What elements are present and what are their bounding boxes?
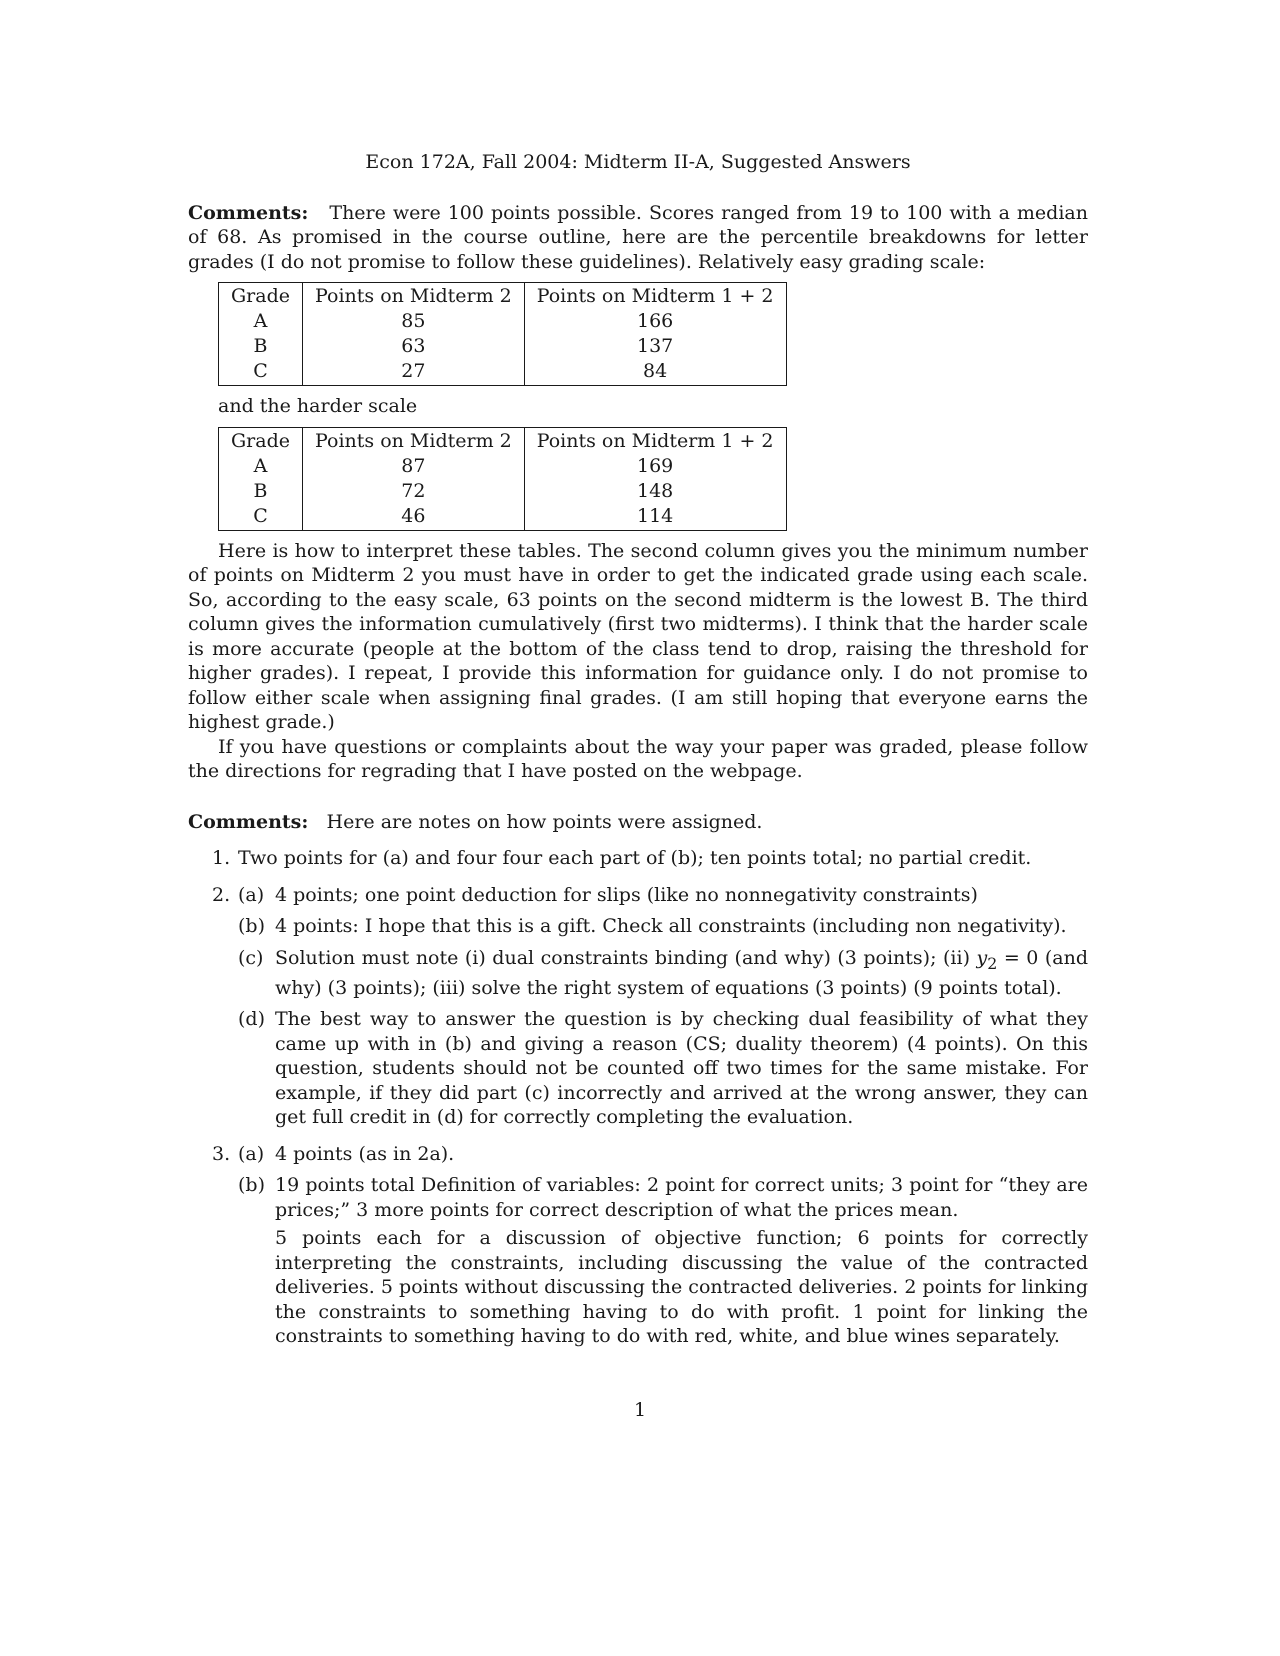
table-header: Grade [219,283,303,310]
table-cell: 169 [524,454,786,479]
sub-item [238,946,1088,1001]
table-cell: B [219,479,303,504]
sub-item [238,1173,1088,1349]
list-item-q1 [188,846,1088,871]
sub-item-text: 4 points: I hope that this is a gift. Check all constraints (including non negativity). [275,915,1067,937]
harder-scale-caption: and the harder scale [218,395,418,417]
item-number: 3. [212,1142,231,1165]
table-header: Points on Midterm 2 [303,427,525,454]
table-row [219,309,787,334]
table-row [219,479,787,504]
intro-label: Comments: [188,201,309,224]
table-cell: C [219,359,303,386]
sub-item [238,914,1088,939]
table-cell: 166 [524,309,786,334]
list-item-q3 [188,1142,1088,1349]
item-number: 1. [212,847,231,869]
math-subscript: 2 [987,953,998,973]
table-header-row [219,427,787,454]
sub-item-label: (d) [238,1008,265,1031]
intro-paragraph [188,201,1088,275]
table-cell: 137 [524,334,786,359]
sub-list [238,883,1088,1130]
table-cell: A [219,454,303,479]
sub-list [238,1142,1088,1349]
table-row [219,504,787,531]
document-page [188,150,1088,1361]
text-part: = 0 (and why) (3 points); (iii) solve the right system of equations (3 points) (9 points total). [275,946,1088,999]
sub-item-text: 4 points; one point deduction for slips (like no nonnegativity constraints) [275,883,978,906]
table-header: Points on Midterm 2 [303,283,525,310]
sub-item-text: 19 points total Definition of variables: 2 point for correct units; 3 point for “they are prices;” 3 more points for correct description of what the prices mean. [275,1174,1088,1221]
sub-item-label: (a) [238,883,265,906]
sub-item-label: (b) [238,1174,265,1197]
table-cell: 46 [303,504,525,531]
table-row [219,454,787,479]
item-text: Two points for (a) and four four each part of (b); ten points total; no partial credit. [238,847,1032,869]
regrade-paragraph: If you have questions or complaints about the way your paper was graded, please follow the directions for regrading that I have posted on the webpage. [188,735,1088,782]
notes-paragraph [188,810,1088,835]
sub-item-text-continued: 5 points each for a discussion of objective function; 6 points for correctly interpreting the constraints, including discussing the value of the contracted deliveries. 5 points without discussing the contracted deliveries. 2 points for linking the constraints to something having to do with profit. 1 point for linking the constraints to something having to do with red, white, and blue wines separately. [275,1227,1088,1348]
sub-item-label: (a) [238,1142,265,1165]
table-cell: A [219,309,303,334]
table-cell: 63 [303,334,525,359]
easy-scale-table [218,282,787,386]
table-cell: 84 [524,359,786,386]
table-cell: 72 [303,479,525,504]
table-cell: C [219,504,303,531]
text-part: Solution must note (i) dual constraints binding (and why) (3 points); (ii) [275,946,977,969]
table-cell: 114 [524,504,786,531]
grading-notes-list [188,846,1088,1349]
sub-item-text: The best way to answer the question is by checking dual feasibility of what they came up with in (b) and giving a reason (CS; duality theorem) (4 points). On this question, students should not be counted off two times for the same mistake. For example, if they did part (c) incorrectly and arrived at the wrong answer, they can get full credit in (d) for correctly completing the evaluation. [275,1008,1088,1129]
table-header: Points on Midterm 1 + 2 [524,283,786,310]
table-header: Grade [219,427,303,454]
notes-label: Comments: [188,810,309,833]
table-row [219,334,787,359]
table-header-row [219,283,787,310]
sub-item [238,883,1088,908]
table-cell: 85 [303,309,525,334]
table-cell: 148 [524,479,786,504]
table-row [219,359,787,386]
item-number: 2. [212,883,231,906]
intro-text: There were 100 points possible. Scores ranged from 19 to 100 with a median of 68. As promised in the course outline, here are the percentile breakdowns for letter grades (I do not promise to follow these guidelines). Relatively easy grading scale: [188,201,1088,273]
table-cell: 87 [303,454,525,479]
sub-item-label: (b) [238,915,265,937]
table-header: Points on Midterm 1 + 2 [524,427,786,454]
list-item-q2 [188,883,1088,1130]
interpret-paragraph: Here is how to interpret these tables. The second column gives you the minimum number of points on Midterm 2 you must have in order to get the indicated grade using each scale. So, according to the easy scale, 63 points on the second midterm is the lowest B. The third column gives the information cumulatively (first two midterms). I think that the harder scale is more accurate (people at the bottom of the class tend to drop, raising the threshold for higher grades). I repeat, I provide this information for guidance only. I do not promise to follow either scale when assigning final grades. (I am still hoping that everyone earns the highest grade.) [188,539,1088,733]
math-variable: y [976,946,988,969]
sub-item [238,1007,1088,1130]
table-cell: B [219,334,303,359]
sub-item-text: 4 points (as in 2a). [275,1142,455,1165]
notes-text: Here are notes on how points were assigned. [326,810,763,833]
sub-item-label: (c) [238,946,264,969]
sub-item-text [275,946,1088,1001]
page-title: Econ 172A, Fall 2004: Midterm II-A, Suggested Answers [365,151,911,173]
table-cell: 27 [303,359,525,386]
hard-scale-table [218,427,787,531]
sub-item [238,1142,1088,1167]
page-number: 1 [633,1399,647,1421]
